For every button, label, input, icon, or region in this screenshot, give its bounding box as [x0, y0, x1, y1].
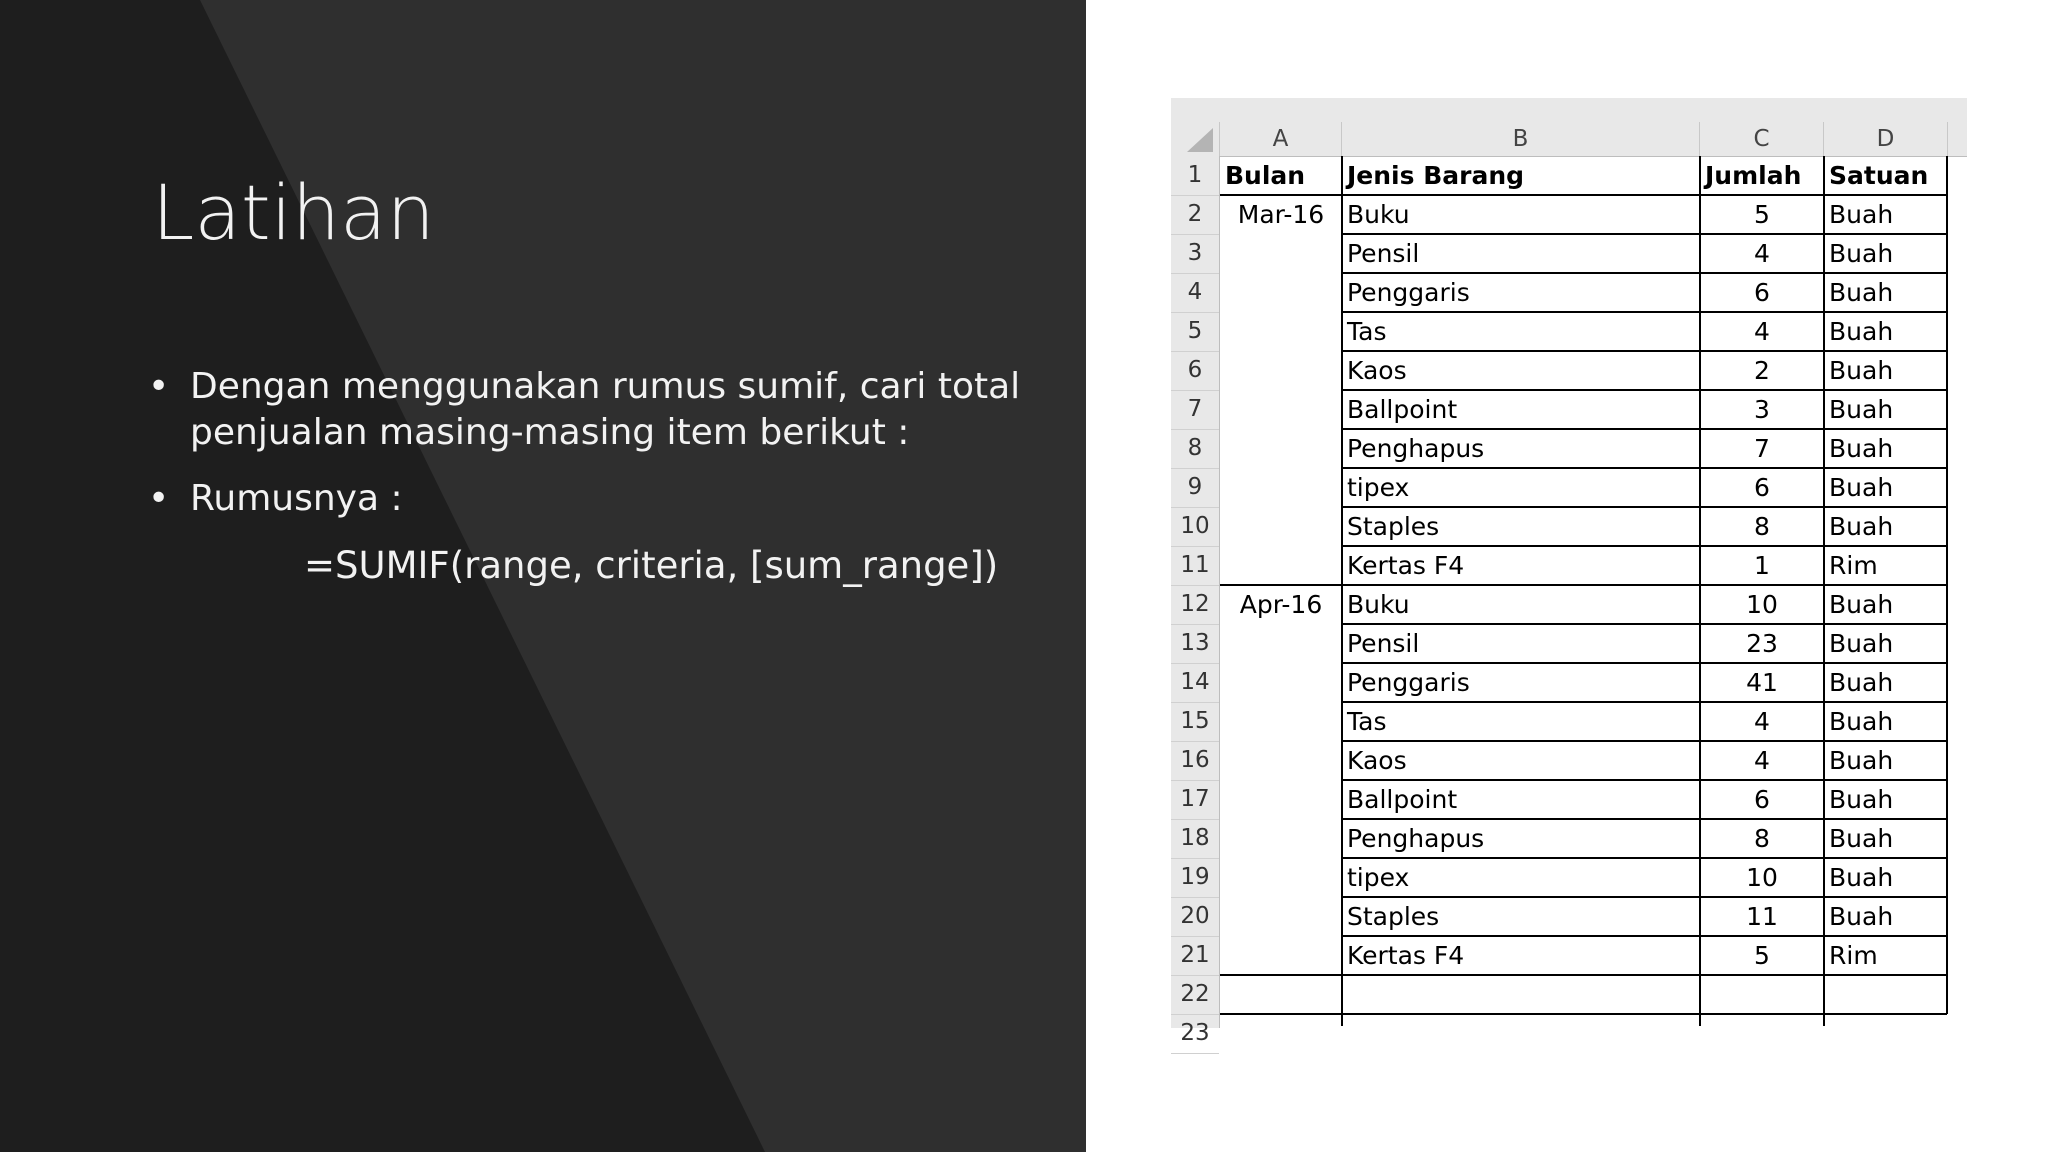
cell-jenis-barang: Penggaris: [1347, 668, 1470, 697]
cell-jenis-barang: Ballpoint: [1347, 395, 1458, 424]
cell-satuan: Rim: [1829, 551, 1878, 580]
cell-jenis-barang: Buku: [1347, 590, 1410, 619]
grid-hline-row: [1342, 428, 1947, 430]
cell-satuan: Buah: [1829, 707, 1894, 736]
row-header-23: 23: [1171, 1014, 1219, 1054]
select-all-corner: [1171, 122, 1220, 156]
grid-hline-group: [1220, 194, 1342, 196]
row-header-16: 16: [1171, 741, 1219, 781]
cell-jumlah: 6: [1754, 278, 1770, 307]
cell-satuan: Buah: [1829, 395, 1894, 424]
grid-hline-group: [1220, 584, 1342, 586]
cell-jumlah: 2: [1754, 356, 1770, 385]
cell-satuan: Rim: [1829, 941, 1878, 970]
row-header-4: 4: [1171, 273, 1219, 313]
cell-jenis-barang: Pensil: [1347, 629, 1420, 658]
cell-jenis-barang: Pensil: [1347, 239, 1420, 268]
cell-jenis-barang: Tas: [1347, 707, 1387, 736]
grid-hline-row: [1342, 467, 1947, 469]
cell-jumlah: 4: [1754, 239, 1770, 268]
cell-jenis-barang: Kertas F4: [1347, 941, 1465, 970]
grid-vline-b: [1341, 156, 1343, 1026]
bullet-text-line1: Dengan menggunakan rumus sumif, cari total: [190, 366, 1021, 407]
cell-jenis-barang: Penggaris: [1347, 278, 1470, 307]
cell-bulan-group: Mar-16: [1237, 200, 1325, 229]
row-header-8: 8: [1171, 429, 1219, 469]
grid-vline-end: [1946, 156, 1948, 1014]
cell-jumlah: 41: [1746, 668, 1778, 697]
grid-hline-row: [1342, 740, 1947, 742]
bullet-text-line2: penjualan masing-masing item berikut :: [190, 412, 910, 453]
cell-satuan: Buah: [1829, 239, 1894, 268]
header-cell-jumlah: Jumlah: [1705, 161, 1802, 190]
grid-hline-row: [1342, 545, 1947, 547]
grid-hline-row: [1342, 662, 1947, 664]
cell-jenis-barang: Buku: [1347, 200, 1410, 229]
column-header-c: C: [1700, 122, 1824, 156]
row-header-2: 2: [1171, 195, 1219, 235]
row-header-bar: [1171, 156, 1220, 1046]
grid-hline-row: [1342, 233, 1947, 235]
grid-hline-bottom: [1220, 1013, 1947, 1015]
cell-jumlah: 11: [1746, 902, 1778, 931]
grid-hline-row: [1342, 623, 1947, 625]
cell-satuan: Buah: [1829, 785, 1894, 814]
bullet-text-rumus: Rumusnya :: [190, 478, 403, 519]
row-header-10: 10: [1171, 507, 1219, 547]
spreadsheet-image: [1171, 98, 1967, 1046]
grid-hline-group-end: [1220, 974, 1342, 976]
cell-satuan: Buah: [1829, 356, 1894, 385]
cell-jumlah: 5: [1754, 941, 1770, 970]
grid-hline-row: [1342, 779, 1947, 781]
cell-jumlah: 7: [1754, 434, 1770, 463]
row-header-17: 17: [1171, 780, 1219, 820]
cell-jumlah: 3: [1754, 395, 1770, 424]
cell-jenis-barang: Staples: [1347, 512, 1440, 541]
cell-jenis-barang: Penghapus: [1347, 434, 1485, 463]
row-header-9: 9: [1171, 468, 1219, 508]
header-cell-jenis-barang: Jenis Barang: [1347, 161, 1525, 190]
row-header-18: 18: [1171, 819, 1219, 859]
cell-satuan: Buah: [1829, 512, 1894, 541]
row-header-12: 12: [1171, 585, 1219, 625]
cell-satuan: Buah: [1829, 746, 1894, 775]
sumif-formula: =SUMIF(range, criteria, [sum_range]): [304, 544, 999, 587]
row-header-19: 19: [1171, 858, 1219, 898]
cell-jenis-barang: Kaos: [1347, 356, 1407, 385]
grid-hline-row: [1342, 272, 1947, 274]
cell-satuan: Buah: [1829, 278, 1894, 307]
cell-jumlah: 1: [1754, 551, 1770, 580]
row-header-1: 1: [1171, 156, 1219, 196]
grid-hline-row: [1342, 311, 1947, 313]
cell-satuan: Buah: [1829, 200, 1894, 229]
grid-vline-c: [1699, 156, 1701, 1026]
cell-jenis-barang: Ballpoint: [1347, 785, 1458, 814]
cell-jenis-barang: Kaos: [1347, 746, 1407, 775]
cell-jumlah: 10: [1746, 863, 1778, 892]
row-header-20: 20: [1171, 897, 1219, 937]
cell-jumlah: 6: [1754, 473, 1770, 502]
cell-jenis-barang: tipex: [1347, 863, 1410, 892]
cell-jenis-barang: Penghapus: [1347, 824, 1485, 853]
row-header-11: 11: [1171, 546, 1219, 586]
cell-jenis-barang: Tas: [1347, 317, 1387, 346]
column-header-d: D: [1824, 122, 1948, 156]
cell-jenis-barang: tipex: [1347, 473, 1410, 502]
column-header-b: B: [1342, 122, 1700, 156]
row-header-14: 14: [1171, 663, 1219, 703]
cell-satuan: Buah: [1829, 590, 1894, 619]
grid-hline-row: [1342, 389, 1947, 391]
bullet-dot: •: [148, 366, 170, 407]
corner-triangle-icon: [1187, 128, 1213, 152]
header-cell-satuan: Satuan: [1829, 161, 1929, 190]
cell-jumlah: 8: [1754, 824, 1770, 853]
cell-satuan: Buah: [1829, 863, 1894, 892]
cell-satuan: Buah: [1829, 902, 1894, 931]
row-header-13: 13: [1171, 624, 1219, 664]
header-cell-bulan: Bulan: [1225, 161, 1306, 190]
cell-jumlah: 4: [1754, 317, 1770, 346]
row-header-15: 15: [1171, 702, 1219, 742]
cell-jumlah: 6: [1754, 785, 1770, 814]
row-header-22: 22: [1171, 975, 1219, 1015]
row-header-5: 5: [1171, 312, 1219, 352]
grid-hline-row: [1342, 506, 1947, 508]
cell-jumlah: 10: [1746, 590, 1778, 619]
cell-jumlah: 8: [1754, 512, 1770, 541]
row-header-6: 6: [1171, 351, 1219, 391]
grid-hline-row: [1342, 818, 1947, 820]
grid-hline-row: [1342, 896, 1947, 898]
row-header-7: 7: [1171, 390, 1219, 430]
slide-title: Latihan: [152, 168, 435, 257]
cell-satuan: Buah: [1829, 473, 1894, 502]
cell-jumlah: 23: [1746, 629, 1778, 658]
cell-jenis-barang: Kertas F4: [1347, 551, 1465, 580]
grid-vline-d: [1823, 156, 1825, 1026]
column-header-bar: [1171, 98, 1967, 157]
cell-satuan: Buah: [1829, 668, 1894, 697]
row-header-3: 3: [1171, 234, 1219, 274]
column-header-a: A: [1220, 122, 1342, 156]
cell-jenis-barang: Staples: [1347, 902, 1440, 931]
cell-jumlah: 5: [1754, 200, 1770, 229]
grid-hline-row: [1342, 935, 1947, 937]
cell-satuan: Buah: [1829, 317, 1894, 346]
cell-satuan: Buah: [1829, 629, 1894, 658]
grid-hline-row: [1342, 350, 1947, 352]
bullet-dot: •: [148, 478, 170, 519]
grid-hline-row: [1342, 974, 1947, 976]
grid-hline-row: [1342, 584, 1947, 586]
grid-hline-row: [1342, 701, 1947, 703]
cell-satuan: Buah: [1829, 824, 1894, 853]
grid-hline-row: [1342, 857, 1947, 859]
row-header-21: 21: [1171, 936, 1219, 976]
cell-jumlah: 4: [1754, 707, 1770, 736]
cell-bulan-group: Apr-16: [1239, 590, 1323, 619]
cell-satuan: Buah: [1829, 434, 1894, 463]
cell-jumlah: 4: [1754, 746, 1770, 775]
